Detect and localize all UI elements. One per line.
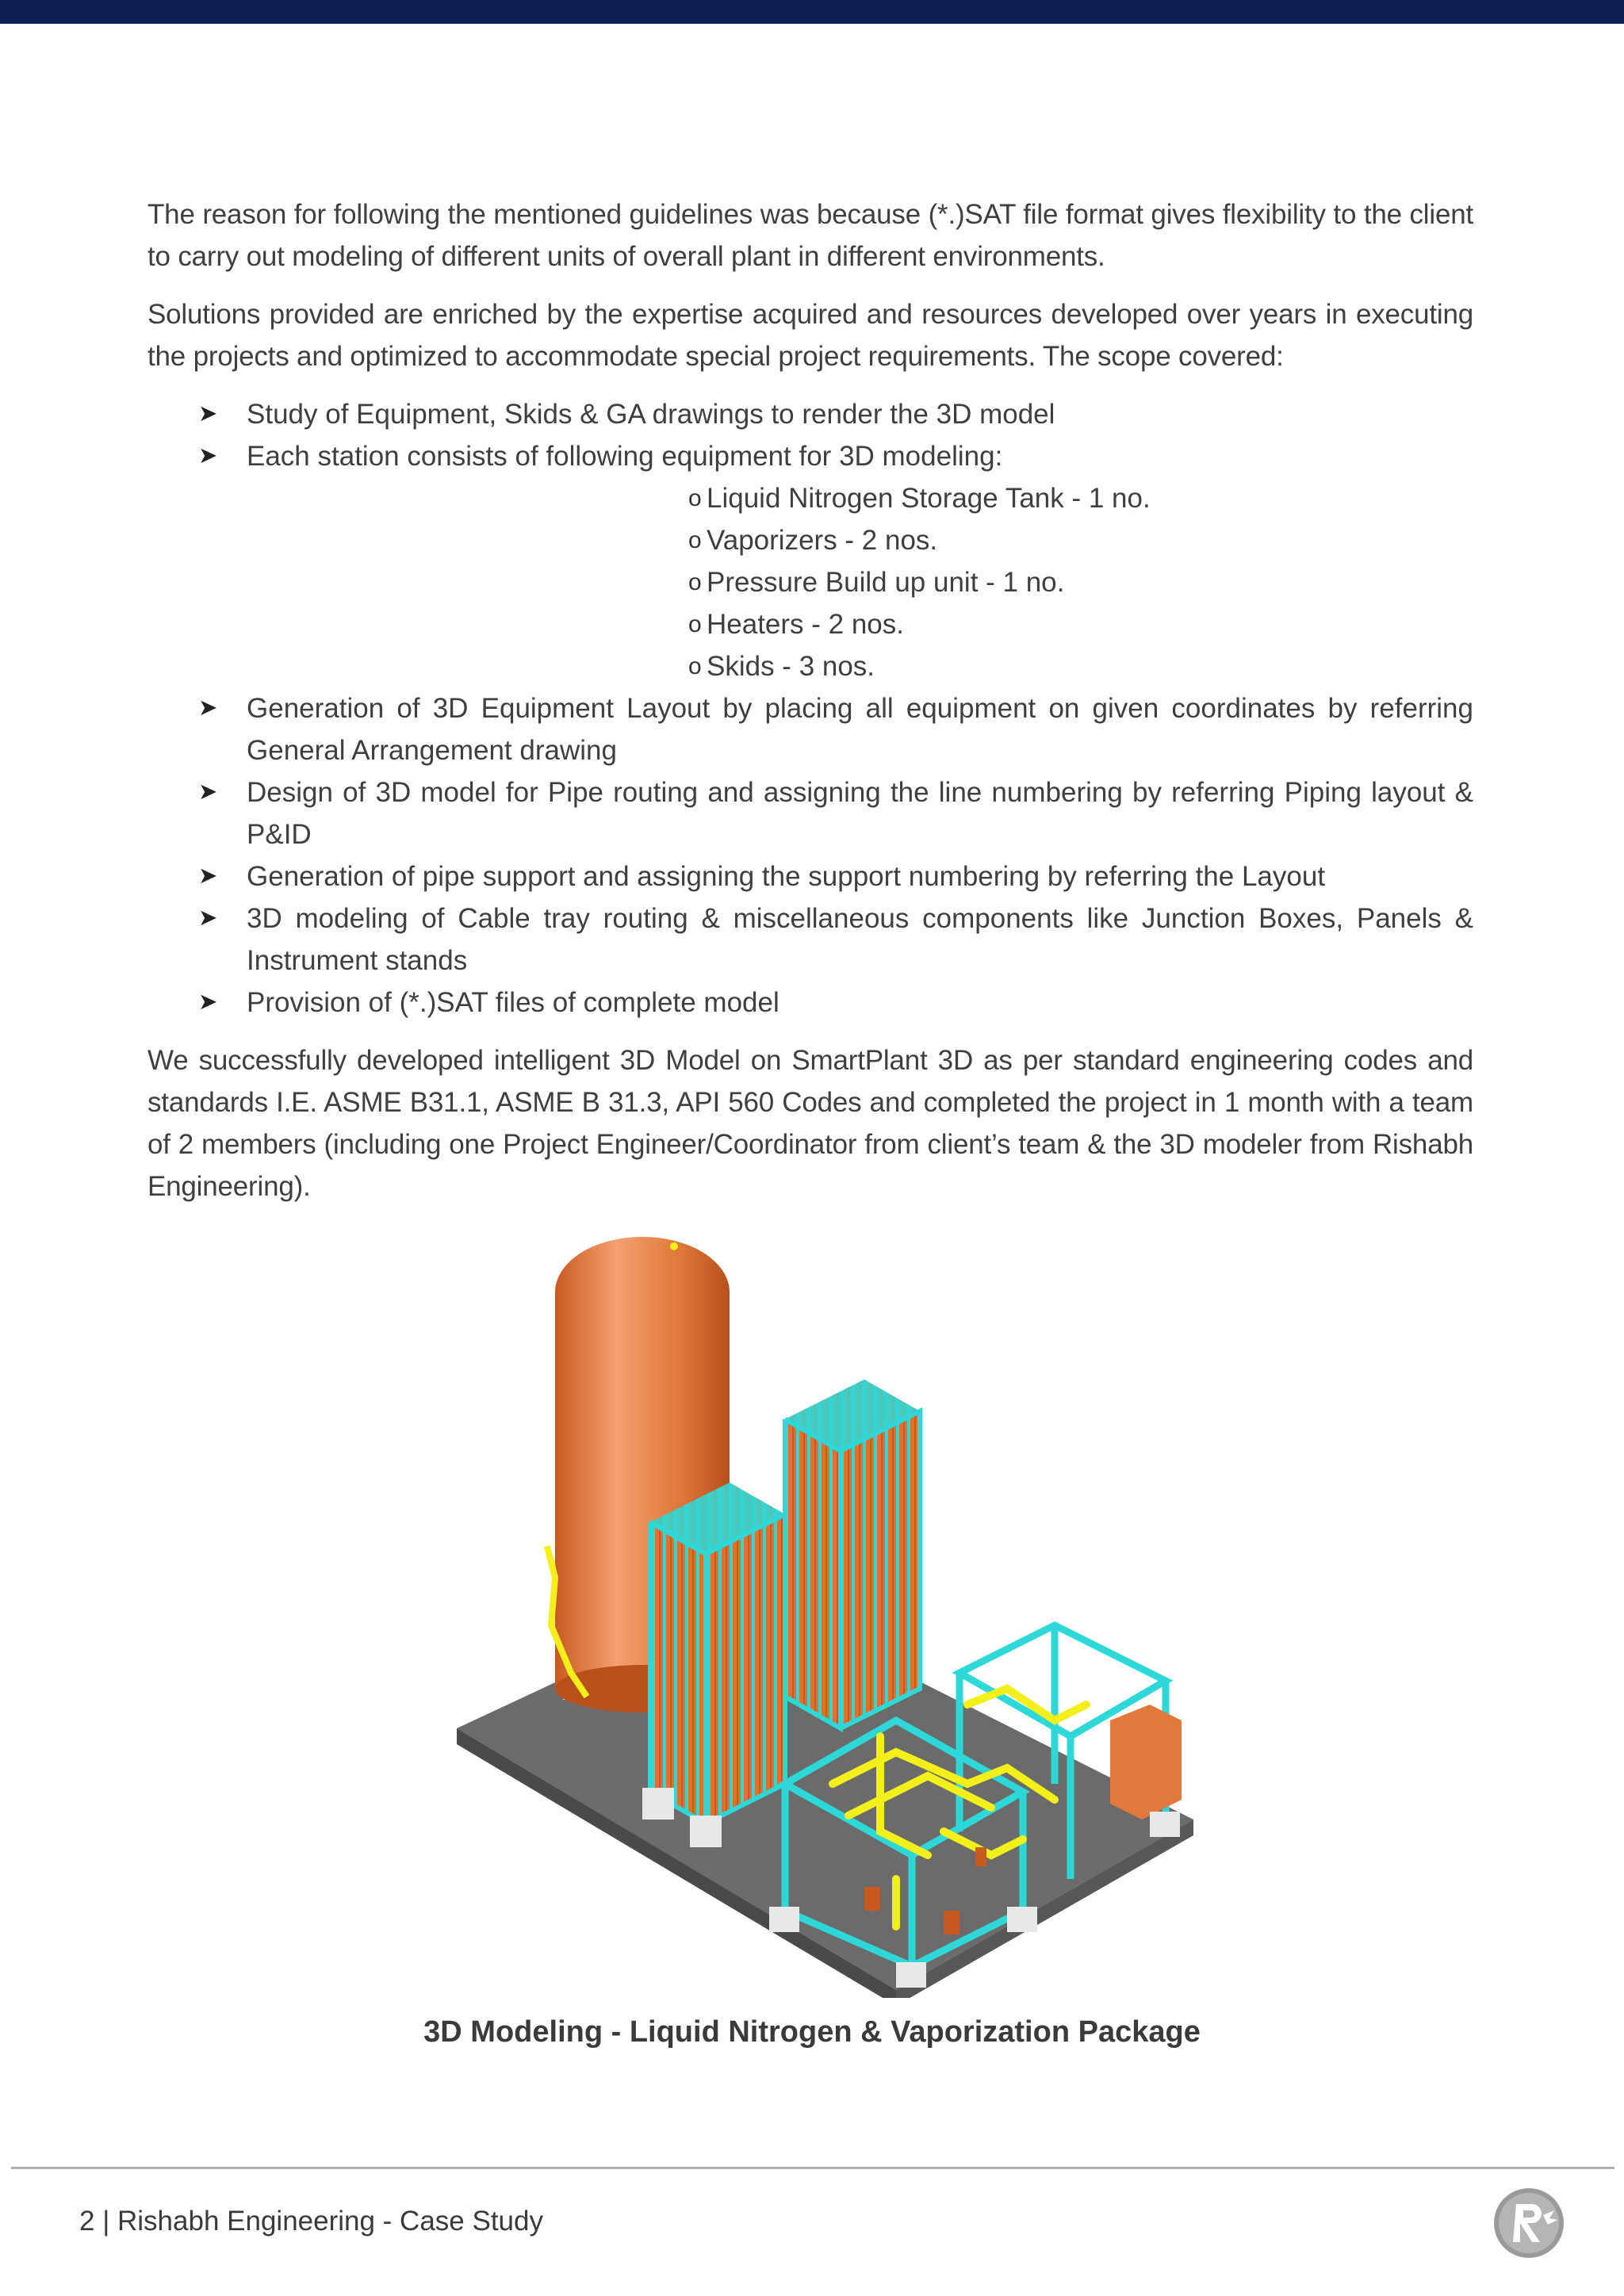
equipment-list — [247, 477, 1473, 687]
header-bar — [0, 0, 1624, 24]
arrow-bullet-icon: ➤ — [198, 443, 218, 469]
scope-item — [147, 393, 1473, 435]
arrow-bullet-icon: ➤ — [198, 905, 218, 931]
arrow-bullet-icon: ➤ — [198, 695, 218, 721]
vaporizer-2 — [785, 1380, 920, 1728]
scope-item — [147, 687, 1473, 771]
conclusion-paragraph: We successfully developed intelligent 3D Model on SmartPlant 3D as per standard engineering codes and standards I.E. ASME B31.1, ASME B 31.3, API 560 Codes and completed the project in 1 month with a team of 2 members (including one Project Engineer/Coordinator from client’s team & the 3D modeler from Rishabh Engineering). — [147, 1045, 1473, 1202]
intro-paragraph-2: Solutions provided are enriched by the expertise acquired and resources developed over years in executing the projects and optimized to accommodate special project requirements. The scope covered: — [147, 299, 1473, 372]
equipment-item: o Heaters - 2 nos. — [247, 603, 1473, 645]
vaporizer-1 — [642, 1483, 785, 1847]
equipment-item: o Vaporizers - 2 nos. — [247, 519, 1473, 561]
equipment-item: o Pressure Build up unit - 1 no. — [247, 561, 1473, 603]
equipment-item: o Liquid Nitrogen Storage Tank - 1 no. — [247, 477, 1473, 519]
scope-item — [147, 982, 1473, 1024]
scope-item — [147, 435, 1473, 687]
footer-page-label: 2 | Rishabh Engineering - Case Study — [79, 2206, 543, 2237]
arrow-bullet-icon: ➤ — [198, 863, 218, 889]
circle-bullet-icon: o — [688, 485, 702, 511]
scope-item-text: Provision of (*.)SAT files of complete model — [247, 987, 779, 1018]
scope-item-text: Generation of 3D Equipment Layout by placing all equipment on given coordinates by referring General Arrangement drawing — [247, 693, 1473, 766]
scope-item — [147, 771, 1473, 855]
circle-bullet-icon: o — [688, 569, 702, 595]
arrow-bullet-icon: ➤ — [198, 779, 218, 805]
plant-3d-model-image — [452, 1229, 1197, 1998]
figure-caption: 3D Modeling - Liquid Nitrogen & Vaporization Package — [423, 2015, 1201, 2049]
footer-divider — [11, 2167, 1614, 2169]
page-content — [147, 193, 1473, 1223]
circle-bullet-icon: o — [688, 611, 702, 637]
intro-paragraph-1: The reason for following the mentioned guidelines was because (*.)SAT file format gives flexibility to the client to carry out modeling of different units of overall plant in different environments. — [147, 199, 1473, 272]
arrow-bullet-icon: ➤ — [198, 401, 218, 427]
arrow-bullet-icon: ➤ — [198, 989, 218, 1015]
scope-item-text: Each station consists of following equipment for 3D modeling: — [247, 441, 1003, 472]
scope-item-text: Design of 3D model for Pipe routing and assigning the line numbering by referring Piping layout & P&ID — [247, 777, 1473, 850]
heater-cabinet — [1110, 1705, 1182, 1820]
rishabh-logo-icon — [1492, 2187, 1565, 2260]
circle-bullet-icon: o — [688, 527, 702, 553]
scope-item — [147, 855, 1473, 897]
scope-list — [147, 393, 1473, 1024]
circle-bullet-icon: o — [688, 653, 702, 679]
scope-item-text: Study of Equipment, Skids & GA drawings to render the 3D model — [247, 399, 1055, 430]
scope-item-text: Generation of pipe support and assigning the support numbering by referring the Layout — [247, 861, 1326, 892]
equipment-item: o Skids - 3 nos. — [247, 645, 1473, 687]
scope-item — [147, 897, 1473, 982]
scope-item-text: 3D modeling of Cable tray routing & miscellaneous components like Junction Boxes, Panels & Instrument stands — [247, 903, 1473, 976]
